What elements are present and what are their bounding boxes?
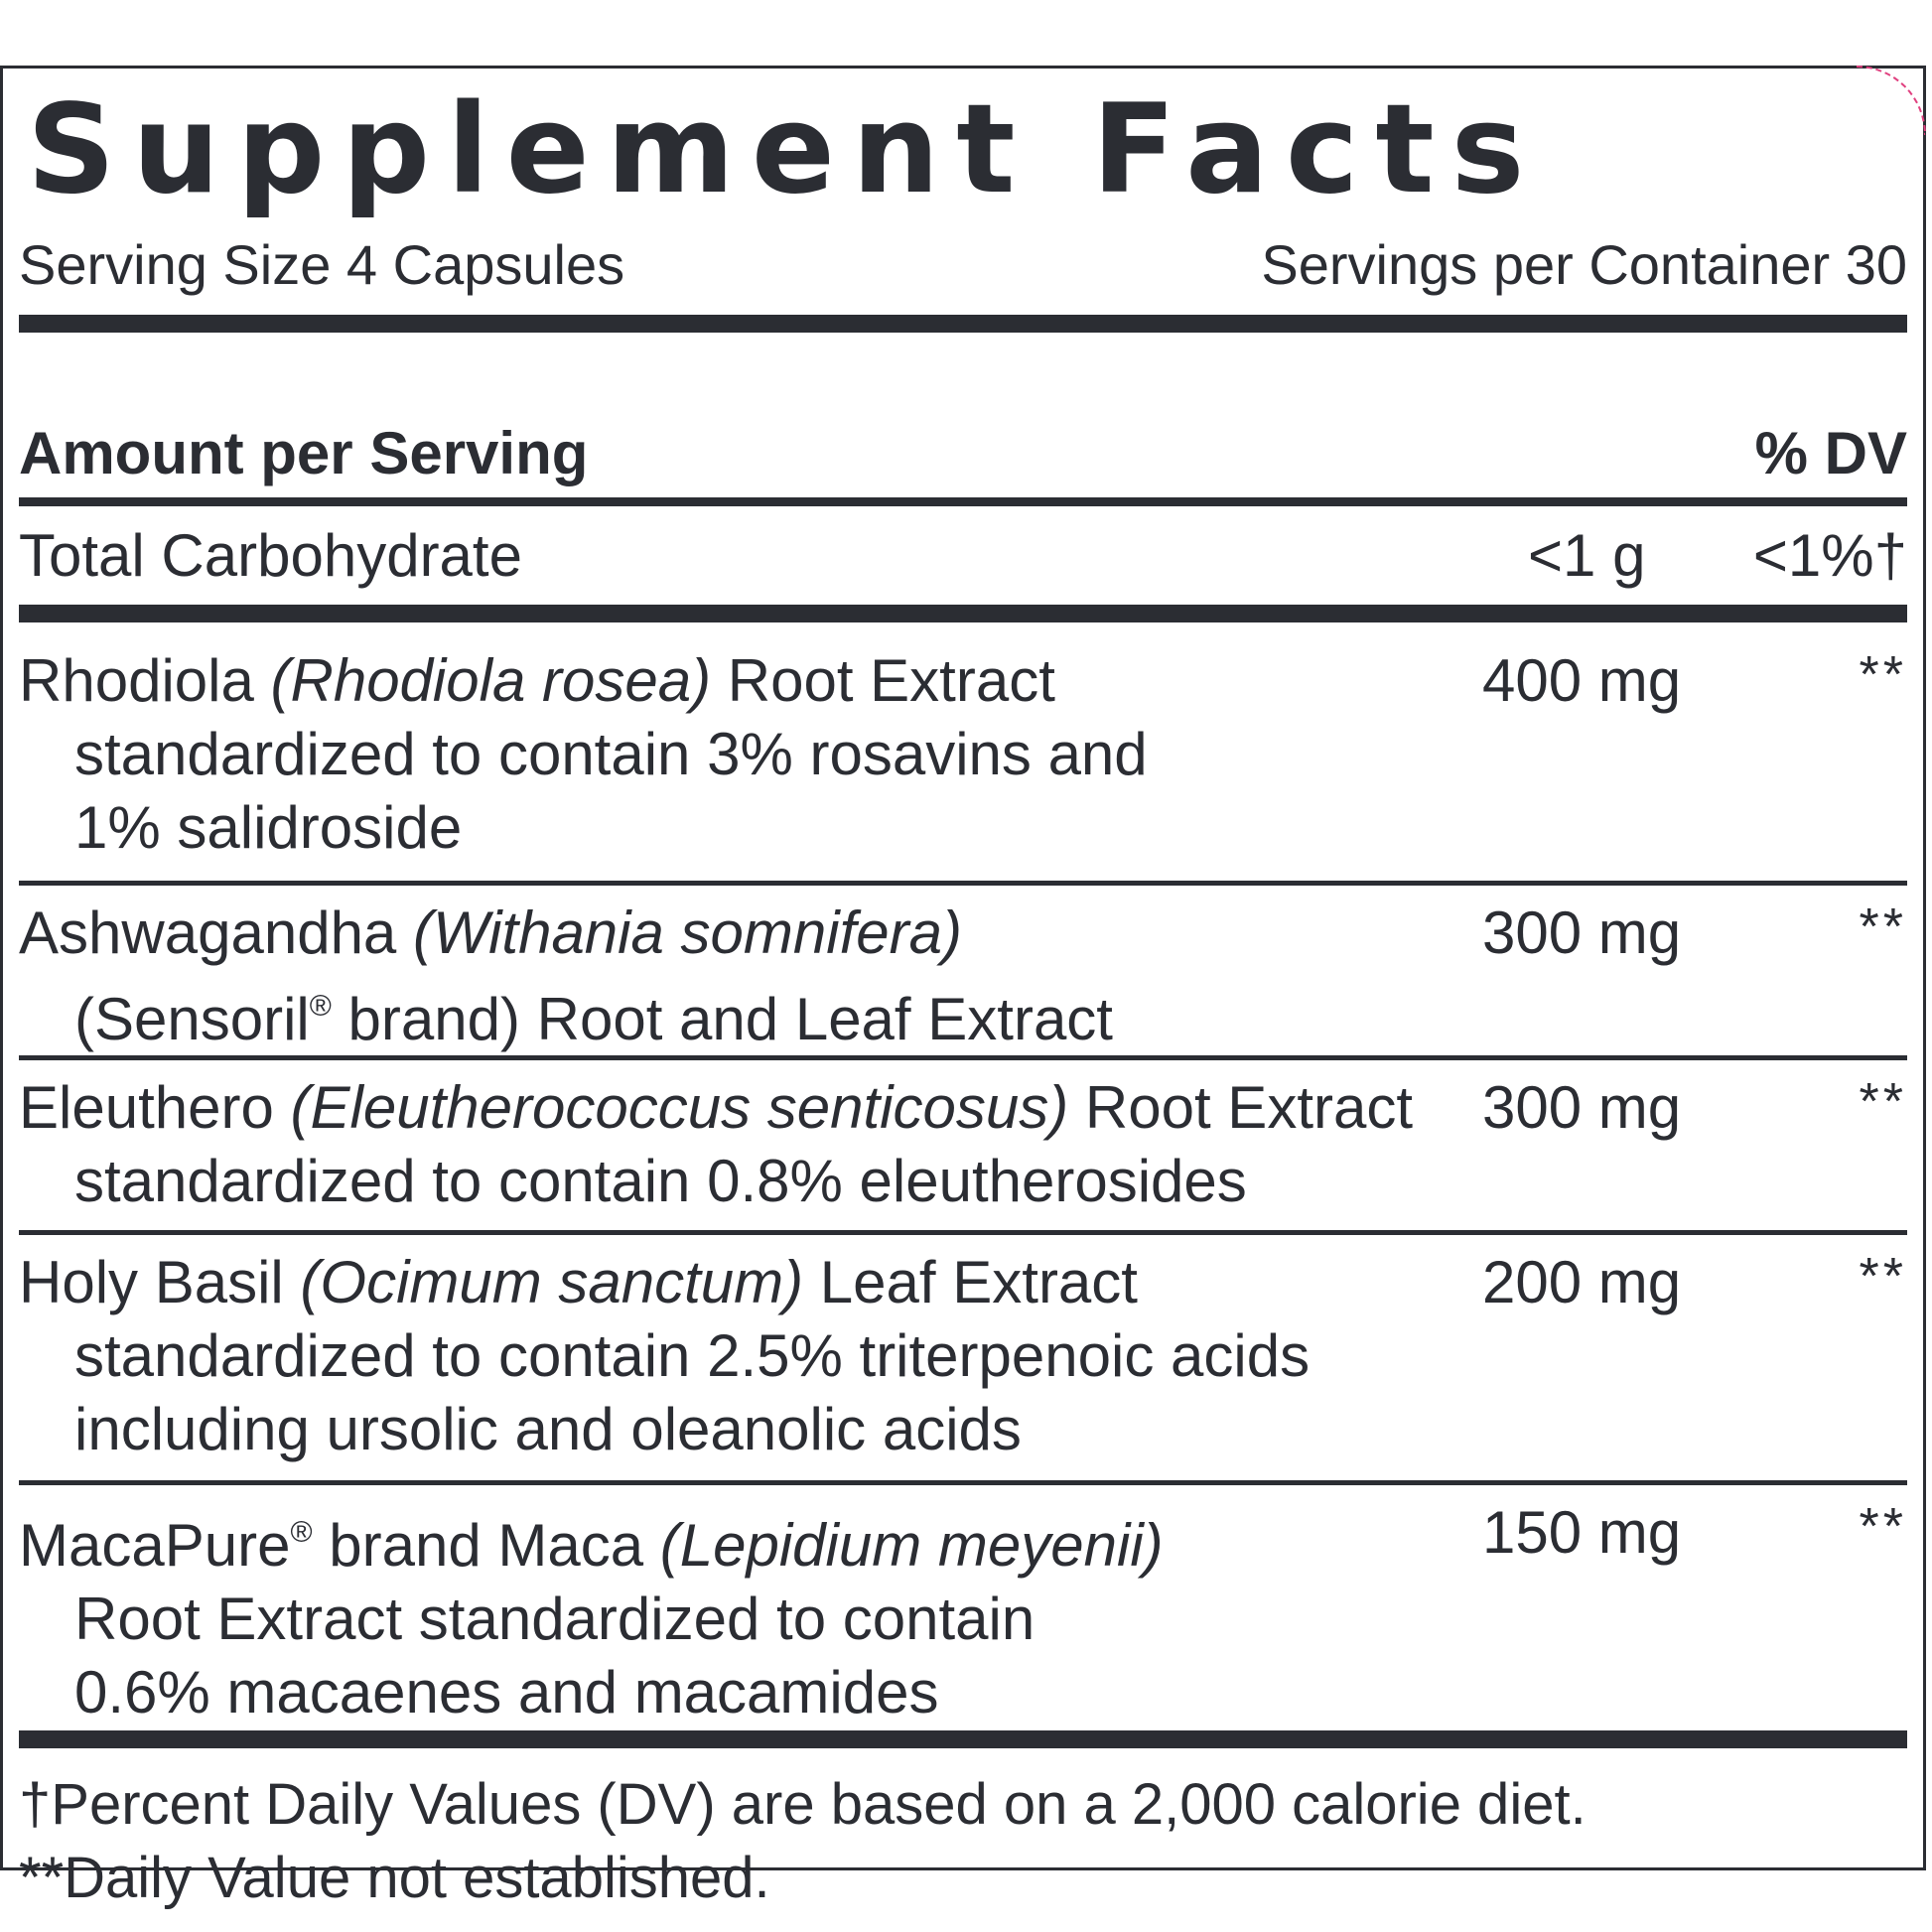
divider-medium	[19, 497, 1907, 506]
amount-per-serving-heading: Amount per Serving	[19, 420, 589, 486]
ingredient-detail: (Sensoril® brand) Root and Leaf Extract	[74, 986, 1113, 1052]
column-header	[19, 414, 1907, 493]
footnote-stars: **Daily Value not established.	[19, 1846, 770, 1910]
ingredient-dv: **	[1859, 1248, 1907, 1306]
panel-title: Supplement Facts	[27, 78, 1542, 221]
footnote-dagger: †Percent Daily Values (DV) are based on a 2,000 calorie diet.	[19, 1772, 1587, 1837]
ingredient-detail: standardized to contain 3% rosavins and	[74, 721, 1148, 787]
divider-thick	[19, 1730, 1907, 1748]
ingredient-name: Holy Basil (Ocimum sanctum) Leaf Extract	[19, 1249, 1138, 1315]
ingredient-detail: standardized to contain 2.5% triterpenoic acids	[74, 1322, 1311, 1389]
dv-heading: % DV	[1754, 420, 1907, 486]
ingredient-dv: **	[1859, 1498, 1907, 1556]
nutrient-name: Total Carbohydrate	[19, 522, 522, 589]
panel-inner	[19, 69, 1907, 1910]
serving-info	[19, 229, 1907, 301]
divider-thin	[19, 1480, 1907, 1485]
ingredient-name: Ashwagandha (Withania somnifera)	[19, 899, 962, 966]
registered-mark: ®	[309, 990, 332, 1023]
divider-thin	[19, 1230, 1907, 1235]
ingredient-amount: 300 mg	[1482, 1074, 1682, 1141]
ingredient-detail: standardized to contain 0.8% eleutherosides	[74, 1148, 1247, 1214]
ingredient-detail: Root Extract standardized to contain	[74, 1586, 1035, 1652]
ingredient-amount: 300 mg	[1482, 899, 1682, 966]
ingredient-name: Rhodiola (Rhodiola rosea) Root Extract	[19, 647, 1055, 714]
ingredient-dv: **	[1859, 646, 1907, 704]
ingredient-dv: **	[1859, 1073, 1907, 1131]
nutrient-dv: <1%†	[1752, 522, 1907, 589]
divider-thick	[19, 605, 1907, 622]
nutrient-amount: <1 g	[1528, 522, 1646, 589]
ingredient-detail: 1% salidroside	[74, 794, 463, 861]
ingredient-detail: including ursolic and oleanolic acids	[74, 1396, 1022, 1462]
ingredient-detail: 0.6% macaenes and macamides	[74, 1659, 939, 1725]
ingredient-name: Eleuthero (Eleutherococcus senticosus) Root Extract	[19, 1074, 1414, 1141]
serving-size: Serving Size 4 Capsules	[19, 233, 625, 296]
ingredient-dv: **	[1859, 898, 1907, 956]
footnotes	[19, 1768, 1907, 1915]
ingredient-amount: 400 mg	[1482, 647, 1682, 714]
ingredient-amount: 150 mg	[1482, 1499, 1682, 1566]
divider-thick	[19, 315, 1907, 333]
supplement-facts-panel	[0, 66, 1926, 1910]
ingredient-name: MacaPure® brand Maca (Lepidium meyenii)	[19, 1512, 1164, 1579]
registered-mark: ®	[290, 1516, 313, 1549]
divider-thin	[19, 1055, 1907, 1060]
divider-thin	[19, 881, 1907, 886]
servings-per-container: Servings per Container 30	[1261, 233, 1907, 296]
ingredient-amount: 200 mg	[1482, 1249, 1682, 1315]
